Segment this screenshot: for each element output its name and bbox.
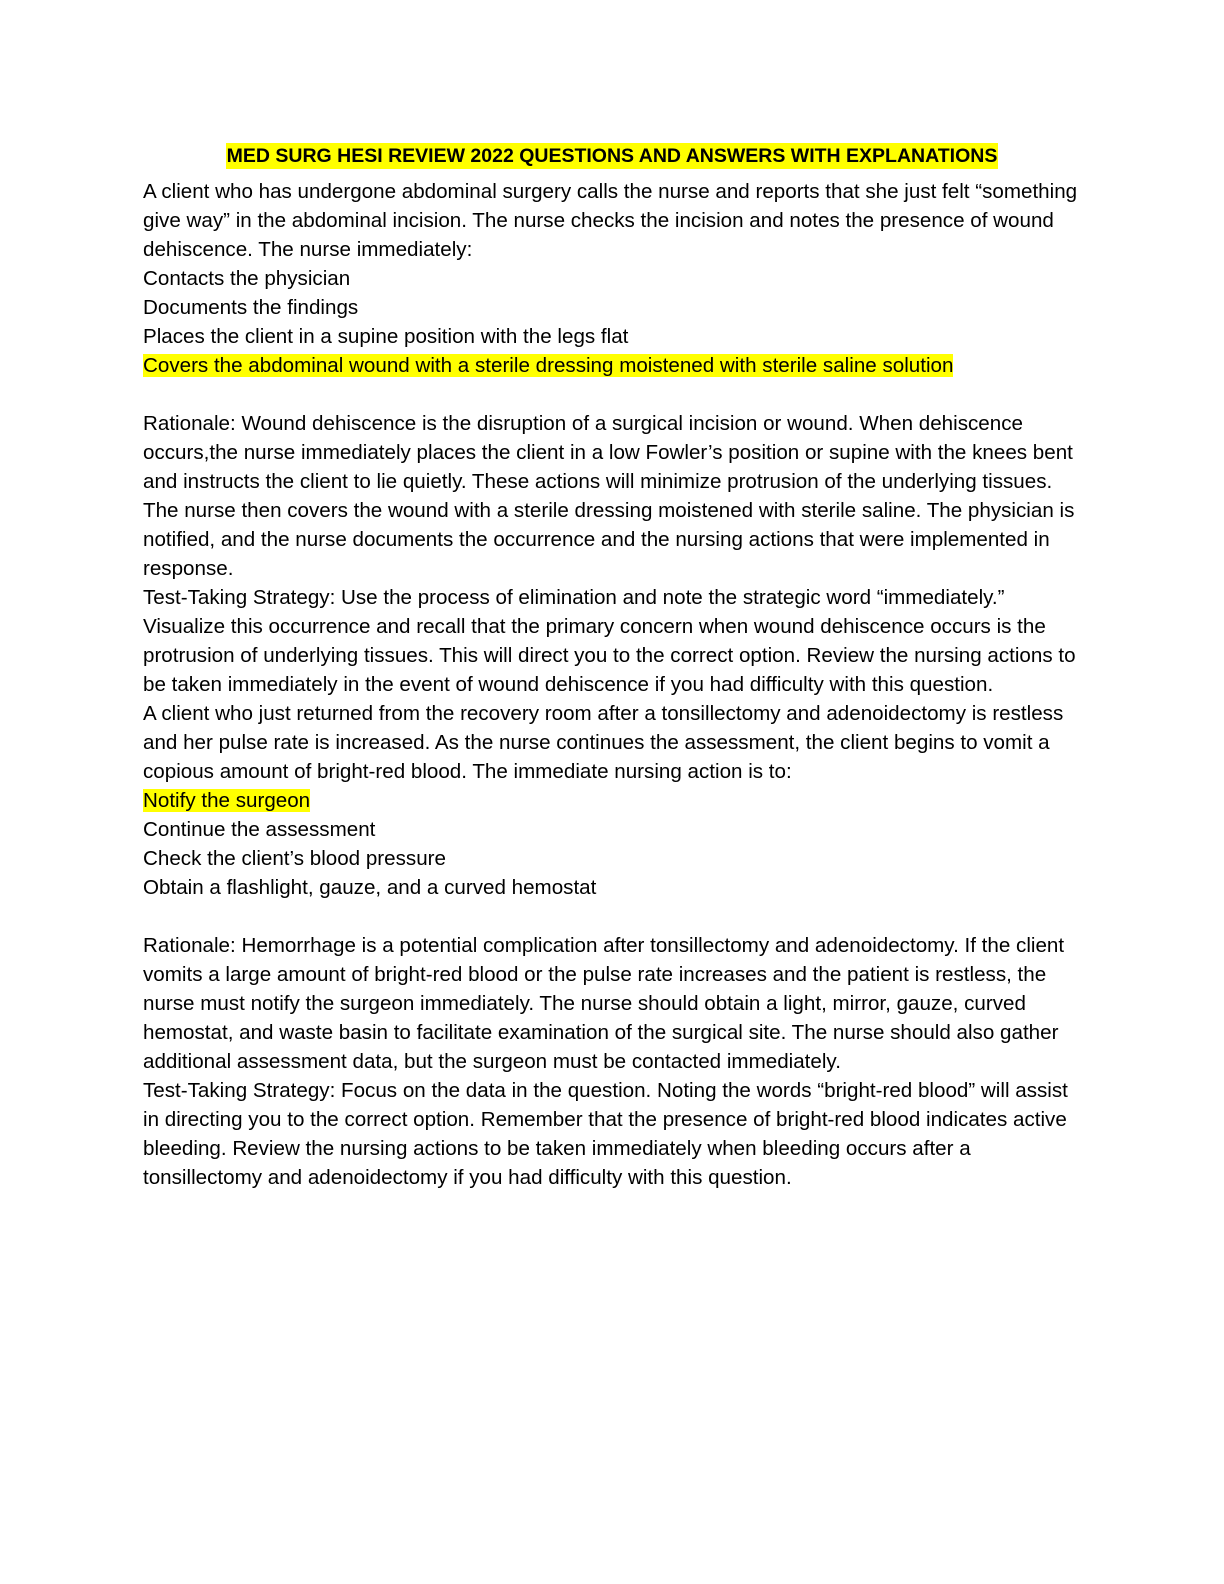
question-2-option-c	[143, 844, 1078, 873]
question-2-rationale: Rationale: Hemorrhage is a potential complication after tonsillectomy and adenoidectomy. If the client vomits a large amount of bright-red blood or the pulse rate increases and the patient is restless, the nurse must notify the surgeon immediately. The nurse should obtain a light, mirror, gauze, curved hemostat, and waste basin to facilitate examination of the surgical site. The nurse should also gather additional assessment data, but the surgeon must be contacted immediately.	[143, 934, 1065, 1073]
question-1-option-a-text: Contacts the physician	[143, 267, 351, 290]
document-title: MED SURG HESI REVIEW 2022 QUESTIONS AND ANSWERS WITH EXPLANATIONS	[226, 145, 998, 167]
question-1-strategy: Test-Taking Strategy: Use the process of elimination and note the strategic word “immediately.” Visualize this occurrence and recall that the primary concern when wound dehiscence occurs is the protrusion of underlying tissues. This will direct you to the correct option. Review the nursing actions to be taken immediately in the event of wound dehiscence if you had difficulty with this question.	[143, 586, 1076, 696]
question-2-stem: A client who just returned from the recovery room after a tonsillectomy and adenoidectomy is restless and her pulse rate is increased. As the nurse continues the assessment, the client begins to vomit a copious amount of bright-red blood. The immediate nursing action is to:	[143, 702, 1064, 783]
question-1-stem: A client who has undergone abdominal surgery calls the nurse and reports that she just felt “something give way” in the abdominal incision. The nurse checks the incision and notes the presence of wound dehiscence. The nurse immediately:	[143, 180, 1078, 261]
question-1-option-a	[143, 264, 1078, 293]
question-2-correct-answer-highlight: Notify the surgeon	[143, 789, 311, 812]
question-2-strategy: Test-Taking Strategy: Focus on the data in the question. Noting the words “bright-red blood” will assist in directing you to the correct option. Remember that the presence of bright-red blood indicates active bleeding. Review the nursing actions to be taken immediately when bleeding occurs after a tonsillectomy and adenoidectomy if you had difficulty with this question.	[143, 1079, 1068, 1189]
question-2-option-b-text: Continue the assessment	[143, 818, 376, 841]
question-2-option-d-text: Obtain a flashlight, gauze, and a curved hemostat	[143, 876, 597, 899]
question-2-option-b	[143, 815, 1078, 844]
question-1-correct-answer-highlight: Covers the abdominal wound with a sterile dressing moistened with sterile saline solution	[143, 354, 954, 377]
question-2-option-a-correct	[143, 786, 1078, 815]
question-1-options	[143, 264, 1078, 380]
question-2-options	[143, 786, 1078, 902]
title-wrapper	[0, 143, 1224, 169]
question-1-option-b-text: Documents the findings	[143, 296, 359, 319]
question-2-option-d	[143, 873, 1078, 902]
question-2-option-c-text: Check the client’s blood pressure	[143, 847, 446, 870]
question-1-option-b	[143, 293, 1078, 322]
question-1-rationale: Rationale: Wound dehiscence is the disruption of a surgical incision or wound. When dehiscence occurs,the nurse immediately places the client in a low Fowler’s position or supine with the knees bent and instructs the client to lie quietly. These actions will minimize protrusion of the underlying tissues. The nurse then covers the wound with a sterile dressing moistened with sterile saline. The physician is notified, and the nurse documents the occurrence and the nursing actions that were implemented in response.	[143, 412, 1075, 580]
document-body	[143, 177, 1078, 1192]
question-1-option-d-correct	[143, 351, 1078, 380]
question-1-option-c-text: Places the client in a supine position with the legs flat	[143, 325, 629, 348]
question-1-option-c	[143, 322, 1078, 351]
